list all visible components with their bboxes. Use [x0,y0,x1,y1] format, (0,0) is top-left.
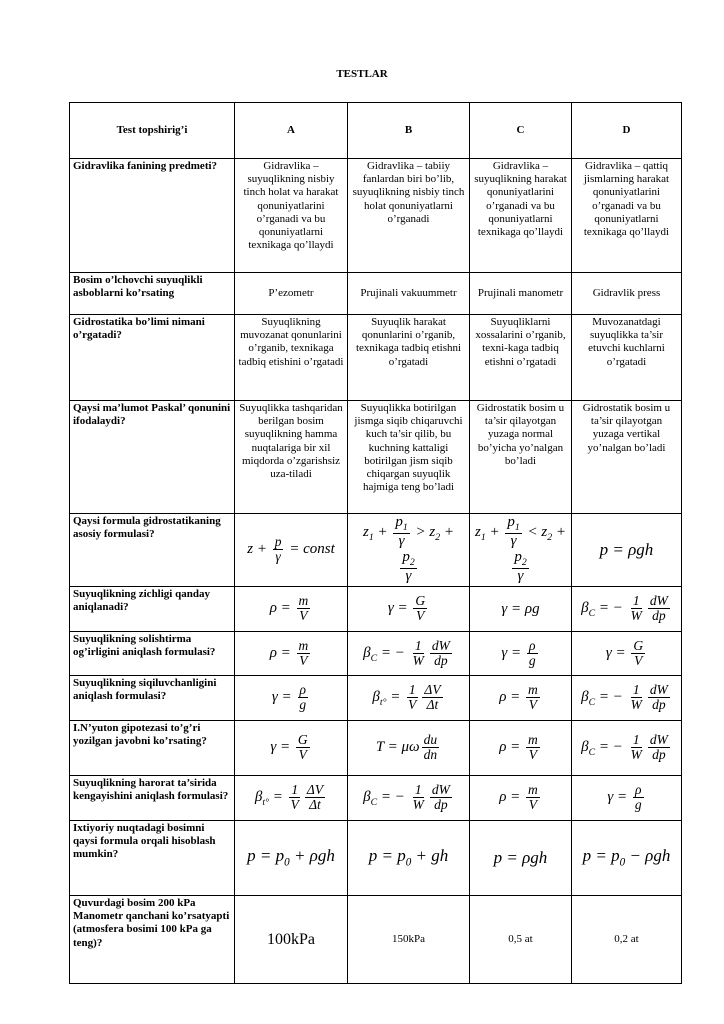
answer-d: $\beta_C$ = − $\frac{1}{W}$ $\frac{dW}{dp}$ [572,586,682,631]
table-row [70,159,682,273]
question-cell: Qaysi formula gidrostatikaning asosiy formulasi? [70,514,235,587]
table-row [70,273,682,315]
answer-a: γ = $\frac{G}{V}$ [235,720,348,775]
answer-c: Gidrostatik bosim u ta’sir qilayotgan yuzaga normal bo’yicha yo’nalgan bo’ladi [470,401,572,514]
header-d: D [572,103,682,159]
answer-b: 150kPa [348,895,470,983]
answer-c: ρ = $\frac{m}{V}$ [470,675,572,720]
answer-c: Suyuqliklarni xossalarini o’rganib, texni-kaga tadbiq etishni o’rgatadi [470,315,572,401]
table-row [70,586,682,631]
answer-c: Gidravlika – suyuqlikning harakat qonuniyatlarini o’rganadi va bu qonuniyatlarni texnikaga qo’llaydi [470,159,572,273]
answer-a: ρ = $\frac{m}{V}$ [235,631,348,675]
answer-d: $p = p_0 - \rho gh$ [572,820,682,895]
answer-b: Gidravlika – tabiiy fanlardan biri bo’lib, suyuqlikning nisbiy tinch holat qonuniyatlarni o’rganadi [348,159,470,273]
answer-a: $p = p_0 + \rho gh$ [235,820,348,895]
answer-d: γ = $\frac{G}{V}$ [572,631,682,675]
answer-c: Prujinali manometr [470,273,572,315]
answer-a: Gidravlika – suyuqlikning nisbiy tinch holat va harakat qonuniyatlarini o’rganadi va bu qonuniyatlarni texnikaga qo’llaydi [235,159,348,273]
question-cell: Quvurdagi bosim 200 kPa Manometr qanchani ko’rsatyapti (atmosfera bosimi 100 kPa ga teng)? [70,895,235,983]
answer-c: $z_1$ + $\frac{p_1}{\gamma}$ < $z_2$ + $\frac{p_2}{\gamma}$ [470,514,572,587]
answer-a: Suyuqlikka tashqaridan berilgan bosim suyuqlikning hamma nuqtalariga bir xil miqdorda o’zgarishsiz uza-tiladi [235,401,348,514]
question-cell: Ixtiyoriy nuqtadagi bosimni qaysi formula orqali hisoblash mumkin? [70,820,235,895]
answer-b: $\beta_C$ = − $\frac{1}{W}$ $\frac{dW}{dp}$ [348,631,470,675]
answer-c: γ = $\frac{\rho}{g}$ [470,631,572,675]
answer-b: $z_1$ + $\frac{p_1}{\gamma}$ > $z_2$ + $\frac{p_2}{\gamma}$ [348,514,470,587]
answer-b: γ = $\frac{G}{V}$ [348,586,470,631]
header-row [70,103,682,159]
answer-d: $\beta_C$ = − $\frac{1}{W}$ $\frac{dW}{dp}$ [572,675,682,720]
answer-a: $\beta_{t^\circ}$ = $\frac{1}{V}$ $\frac{\Delta V}{\Delta t}$ [235,775,348,820]
header-c: C [470,103,572,159]
question-cell: Gidravlika fanining predmeti? [70,159,235,273]
answer-b: T = μω $\frac{du}{dn}$ [348,720,470,775]
answer-a: Suyuqlikning muvozanat qonunlarini o’rganib, texnikaga tadbiq etishini o’rgatadi [235,315,348,401]
answer-a: P’ezometr [235,273,348,315]
question-cell: Suyuqlikning solishtirma og’irligini aniqlash formulasi? [70,631,235,675]
table-row [70,631,682,675]
question-cell: Qaysi ma’lumot Paskal’ qonunini ifodalaydi? [70,401,235,514]
table-row [70,775,682,820]
table-row [70,720,682,775]
header-a: A [235,103,348,159]
answer-c: γ = ρg [470,586,572,631]
header-question: Test topshirig’i [70,103,235,159]
answer-d: 0,2 at [572,895,682,983]
answer-c: ρ = $\frac{m}{V}$ [470,720,572,775]
answer-d: γ = $\frac{\rho}{g}$ [572,775,682,820]
question-cell: I.N’yuton gipotezasi to’g’ri yozilgan javobni ko’rsating? [70,720,235,775]
question-cell: Suyuqlikning zichligi qanday aniqlanadi? [70,586,235,631]
answer-c: ρ = $\frac{m}{V}$ [470,775,572,820]
table-row [70,675,682,720]
answer-b: $\beta_C$ = − $\frac{1}{W}$ $\frac{dW}{dp}$ [348,775,470,820]
answer-b: Suyuqlik harakat qonunlarini o’rganib, texnikaga tadbiq etishni o’rgatadi [348,315,470,401]
answer-b: Suyuqlikka botirilgan jismga siqib chiqaruvchi kuch ta’sir qilib, bu kuchning kattaligi botirilgan jism siqib chiqargan suyuqlik hajmiga teng bo’ladi [348,401,470,514]
answer-d: Muvozanatdagi suyuqlikka ta’sir etuvchi kuchlarni o’rgatadi [572,315,682,401]
table-row [70,820,682,895]
question-cell: Suyuqlikning siqiluvchanligini aniqlash formulasi? [70,675,235,720]
table-row [70,895,682,983]
table-row [70,401,682,514]
answer-a: 100kPa [235,895,348,983]
test-table [69,102,682,984]
answer-a: z + $\frac{p}{\gamma}$ = const [235,514,348,587]
answer-c: 0,5 at [470,895,572,983]
table-row [70,514,682,587]
answer-d: $\beta_C$ = − $\frac{1}{W}$ $\frac{dW}{dp}$ [572,720,682,775]
answer-b: $\beta_{t^\circ}$ = $\frac{1}{V}$ $\frac{\Delta V}{\Delta t}$ [348,675,470,720]
answer-d: p = ρgh [572,514,682,587]
answer-d: Gidrostatik bosim u ta’sir qilayotgan yuzaga vertikal yo’nalgan bo’ladi [572,401,682,514]
answer-c: p = ρgh [470,820,572,895]
answer-d: Gidravlik press [572,273,682,315]
answer-a: ρ = $\frac{m}{V}$ [235,586,348,631]
table-row [70,315,682,401]
header-b: B [348,103,470,159]
answer-d: Gidravlika – qattiq jismlarning harakat qonuniyatlarini o’rganadi va bu qonuniyatlarni texnikaga qo’llaydi [572,159,682,273]
answer-b: Prujinali vakuummetr [348,273,470,315]
question-cell: Gidrostatika bo’limi nimani o’rgatadi? [70,315,235,401]
answer-a: γ = $\frac{\rho}{g}$ [235,675,348,720]
answer-b: $p = p_0$ + gh [348,820,470,895]
question-cell: Bosim o’lchovchi suyuqlikli asboblarni ko’rsating [70,273,235,315]
page-title: TESTLAR [336,68,388,80]
question-cell: Suyuqlikning harorat ta’sirida kengayishini aniqlash formulasi? [70,775,235,820]
